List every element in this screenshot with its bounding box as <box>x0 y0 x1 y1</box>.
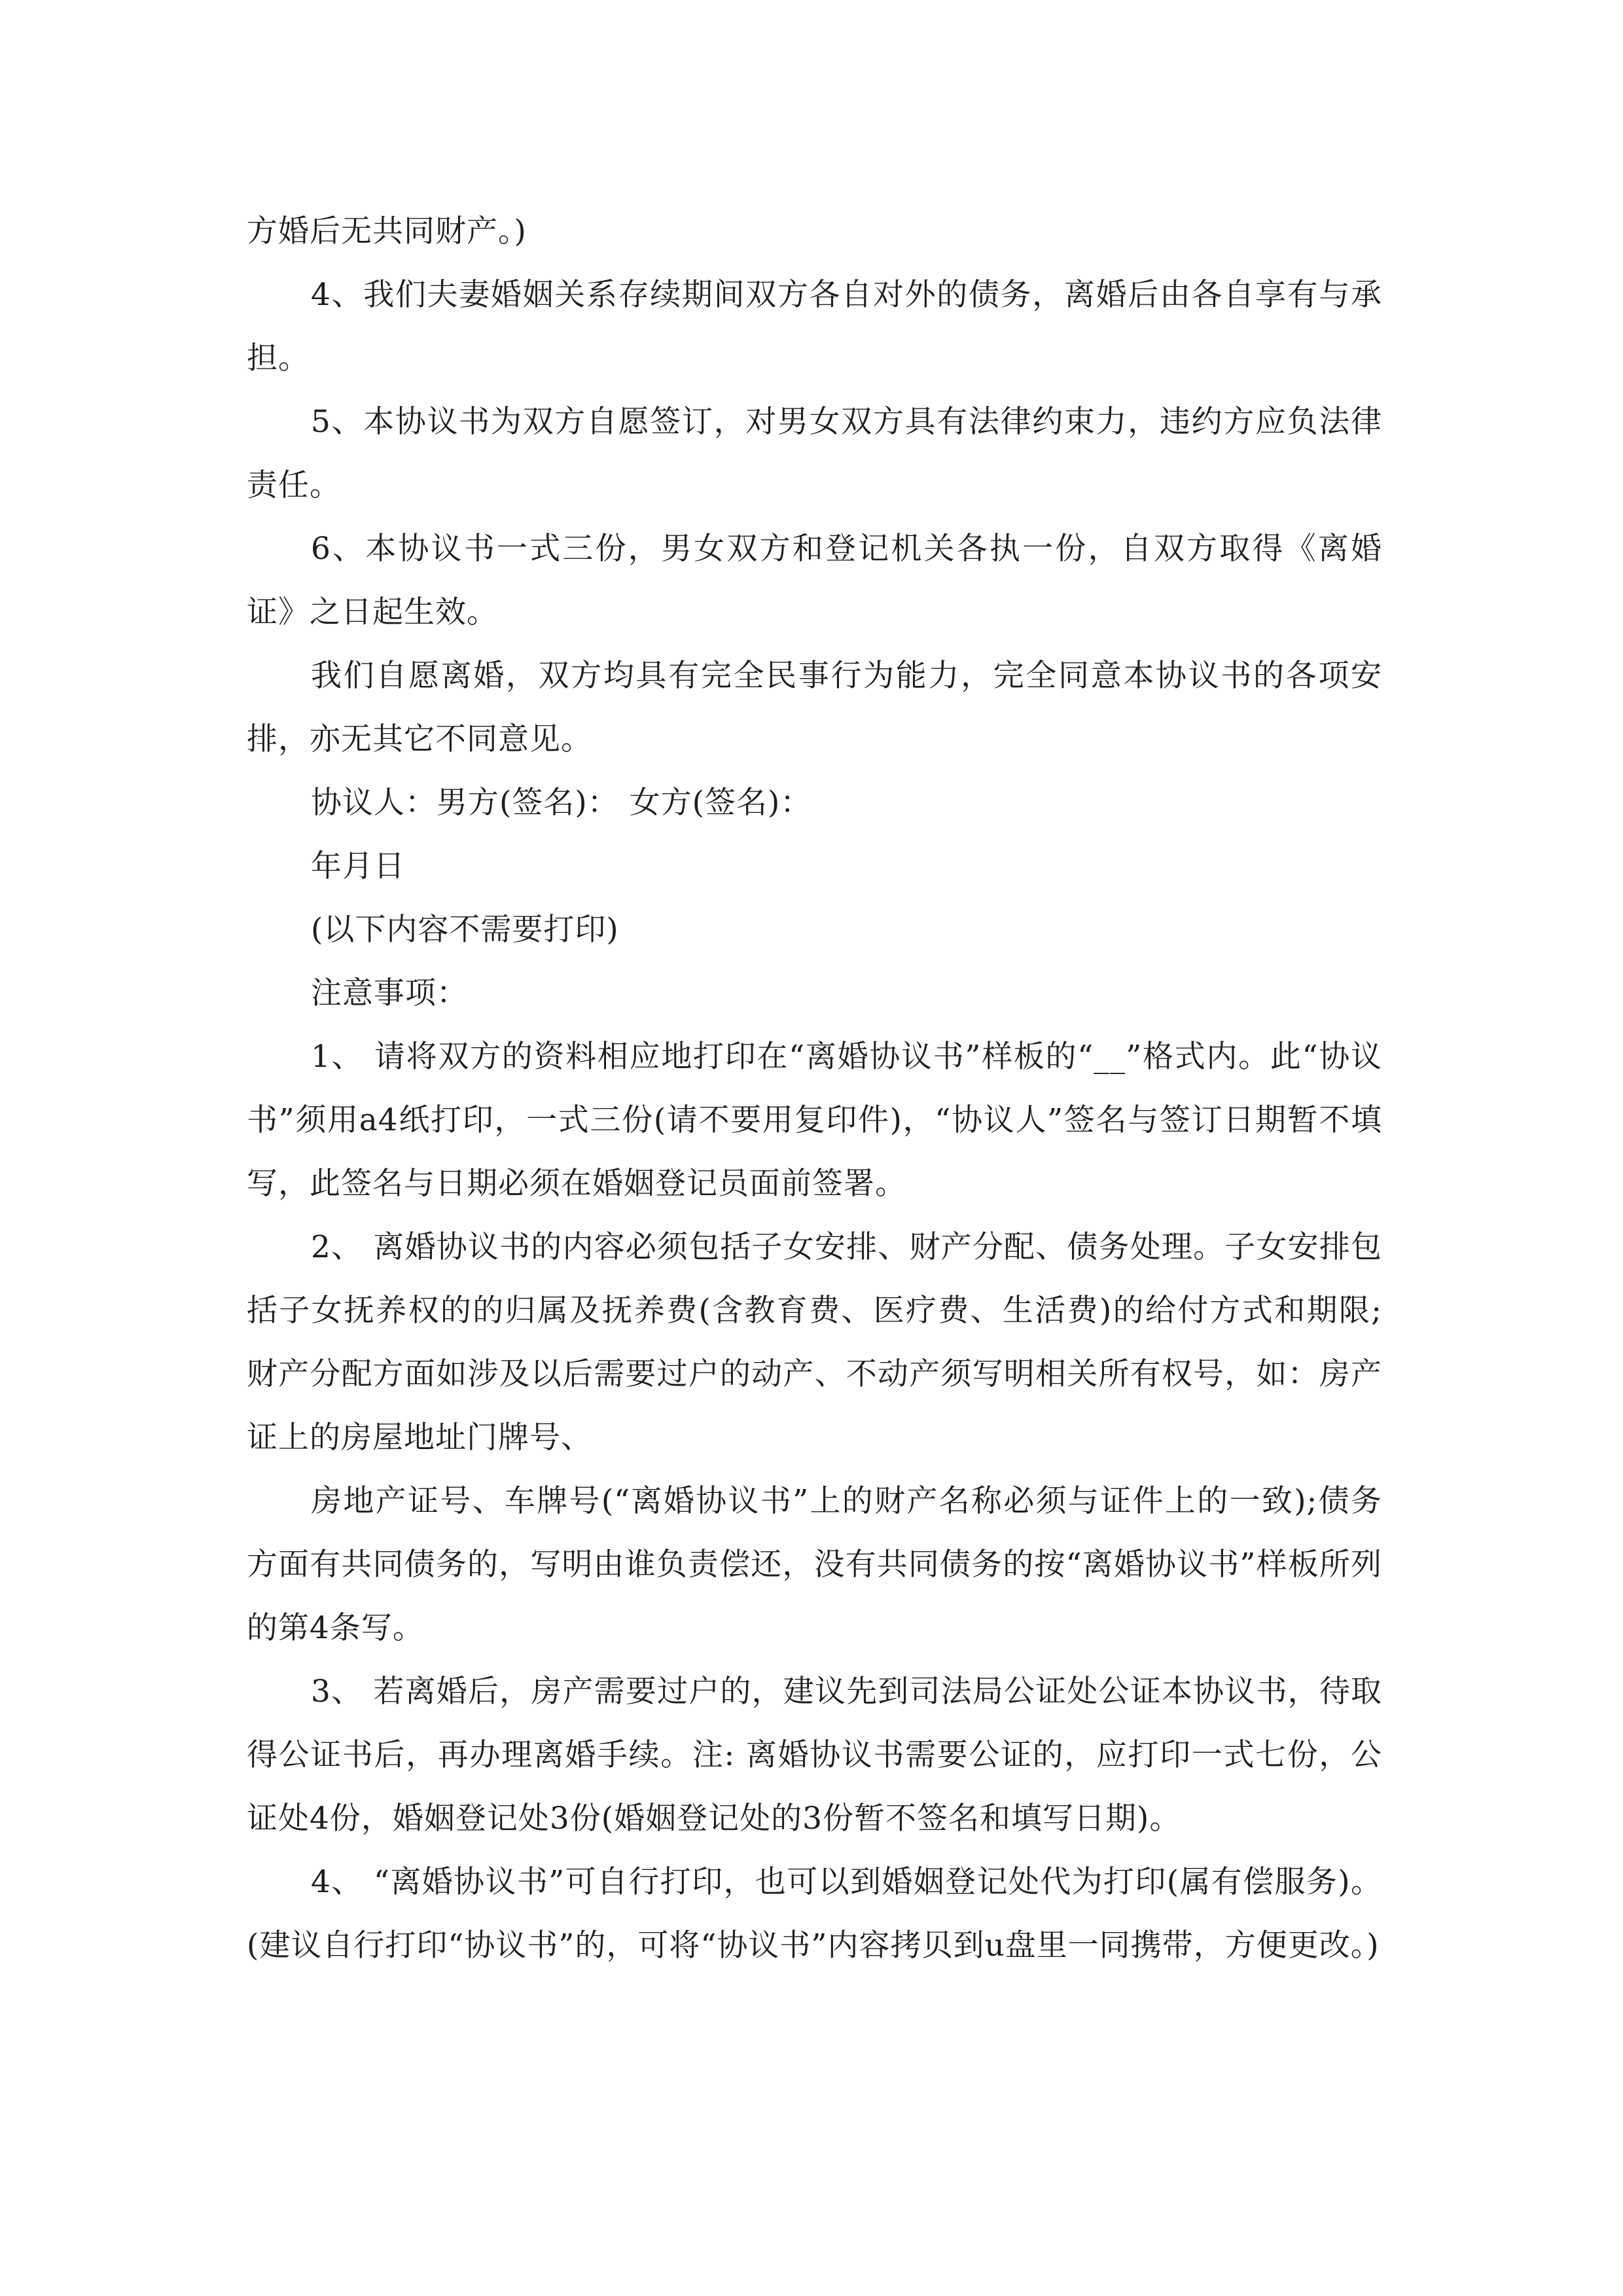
no-print-note: (以下内容不需要打印) <box>311 912 619 948</box>
paragraph-clause-4: 4、我们夫妻婚姻关系存续期间双方各自对外的债务，离婚后由各自享有与承担。 <box>247 277 1382 376</box>
date-line: 年月日 <box>311 848 405 884</box>
note-item-2: 2、 离婚协议书的内容必须包括子女安排、财产分配、债务处理。子女安排包括子女抚养权的的归属及抚养费(含教育费、医疗费、生活费)的给付方式和期限;财产分配方面如涉及以后需要过户的动产、不动产须写明相关所有权号，如：房产证上的房屋地址门牌号、 <box>247 1229 1382 1456</box>
notes-heading: 注意事项： <box>311 975 468 1011</box>
note-item-4: 4、 “离婚协议书”可自行打印，也可以到婚姻登记处代为打印(属有偿服务)。(建议自行打印“协议书”的，可将“协议书”内容拷贝到u盘里一同携带，方便更改。) <box>247 1864 1382 1964</box>
document-body <box>247 200 1382 1977</box>
note-item-3: 3、 若离婚后，房产需要过户的，建议先到司法局公证处公证本协议书，待取得公证书后，再办理离婚手续。注: 离婚协议书需要公证的，应打印一式七份，公证处4份，婚姻登记处3份(婚姻登记处的3份暂不签名和填写日期)。 <box>247 1674 1382 1837</box>
signature-line: 协议人：男方(签名)： 女方(签名)： <box>311 785 812 821</box>
note-item-2-continued: 房地产证号、车牌号(“离婚协议书”上的财产名称必须与证件上的一致);债务方面有共同债务的，写明由谁负责偿还，没有共同债务的按“离婚协议书”样板所列的第4条写。 <box>247 1483 1382 1646</box>
note-item-1: 1、 请将双方的资料相应地打印在“离婚协议书”样板的“__”格式内。此“协议书”须用a4纸打印，一式三份(请不要用复印件)，“协议人”签名与签订日期暂不填写，此签名与日期必须在婚姻登记员面前签署。 <box>247 1039 1382 1202</box>
paragraph-declaration: 我们自愿离婚，双方均具有完全民事行为能力，完全同意本协议书的各项安排，亦无其它不同意见。 <box>247 658 1382 757</box>
paragraph-continuation: 方婚后无共同财产。) <box>247 213 527 249</box>
paragraph-clause-5: 5、本协议书为双方自愿签订，对男女双方具有法律约束力，违约方应负法律责任。 <box>247 404 1382 503</box>
paragraph-clause-6: 6、本协议书一式三份，男女双方和登记机关各执一份，自双方取得《离婚证》之日起生效。 <box>247 531 1382 630</box>
